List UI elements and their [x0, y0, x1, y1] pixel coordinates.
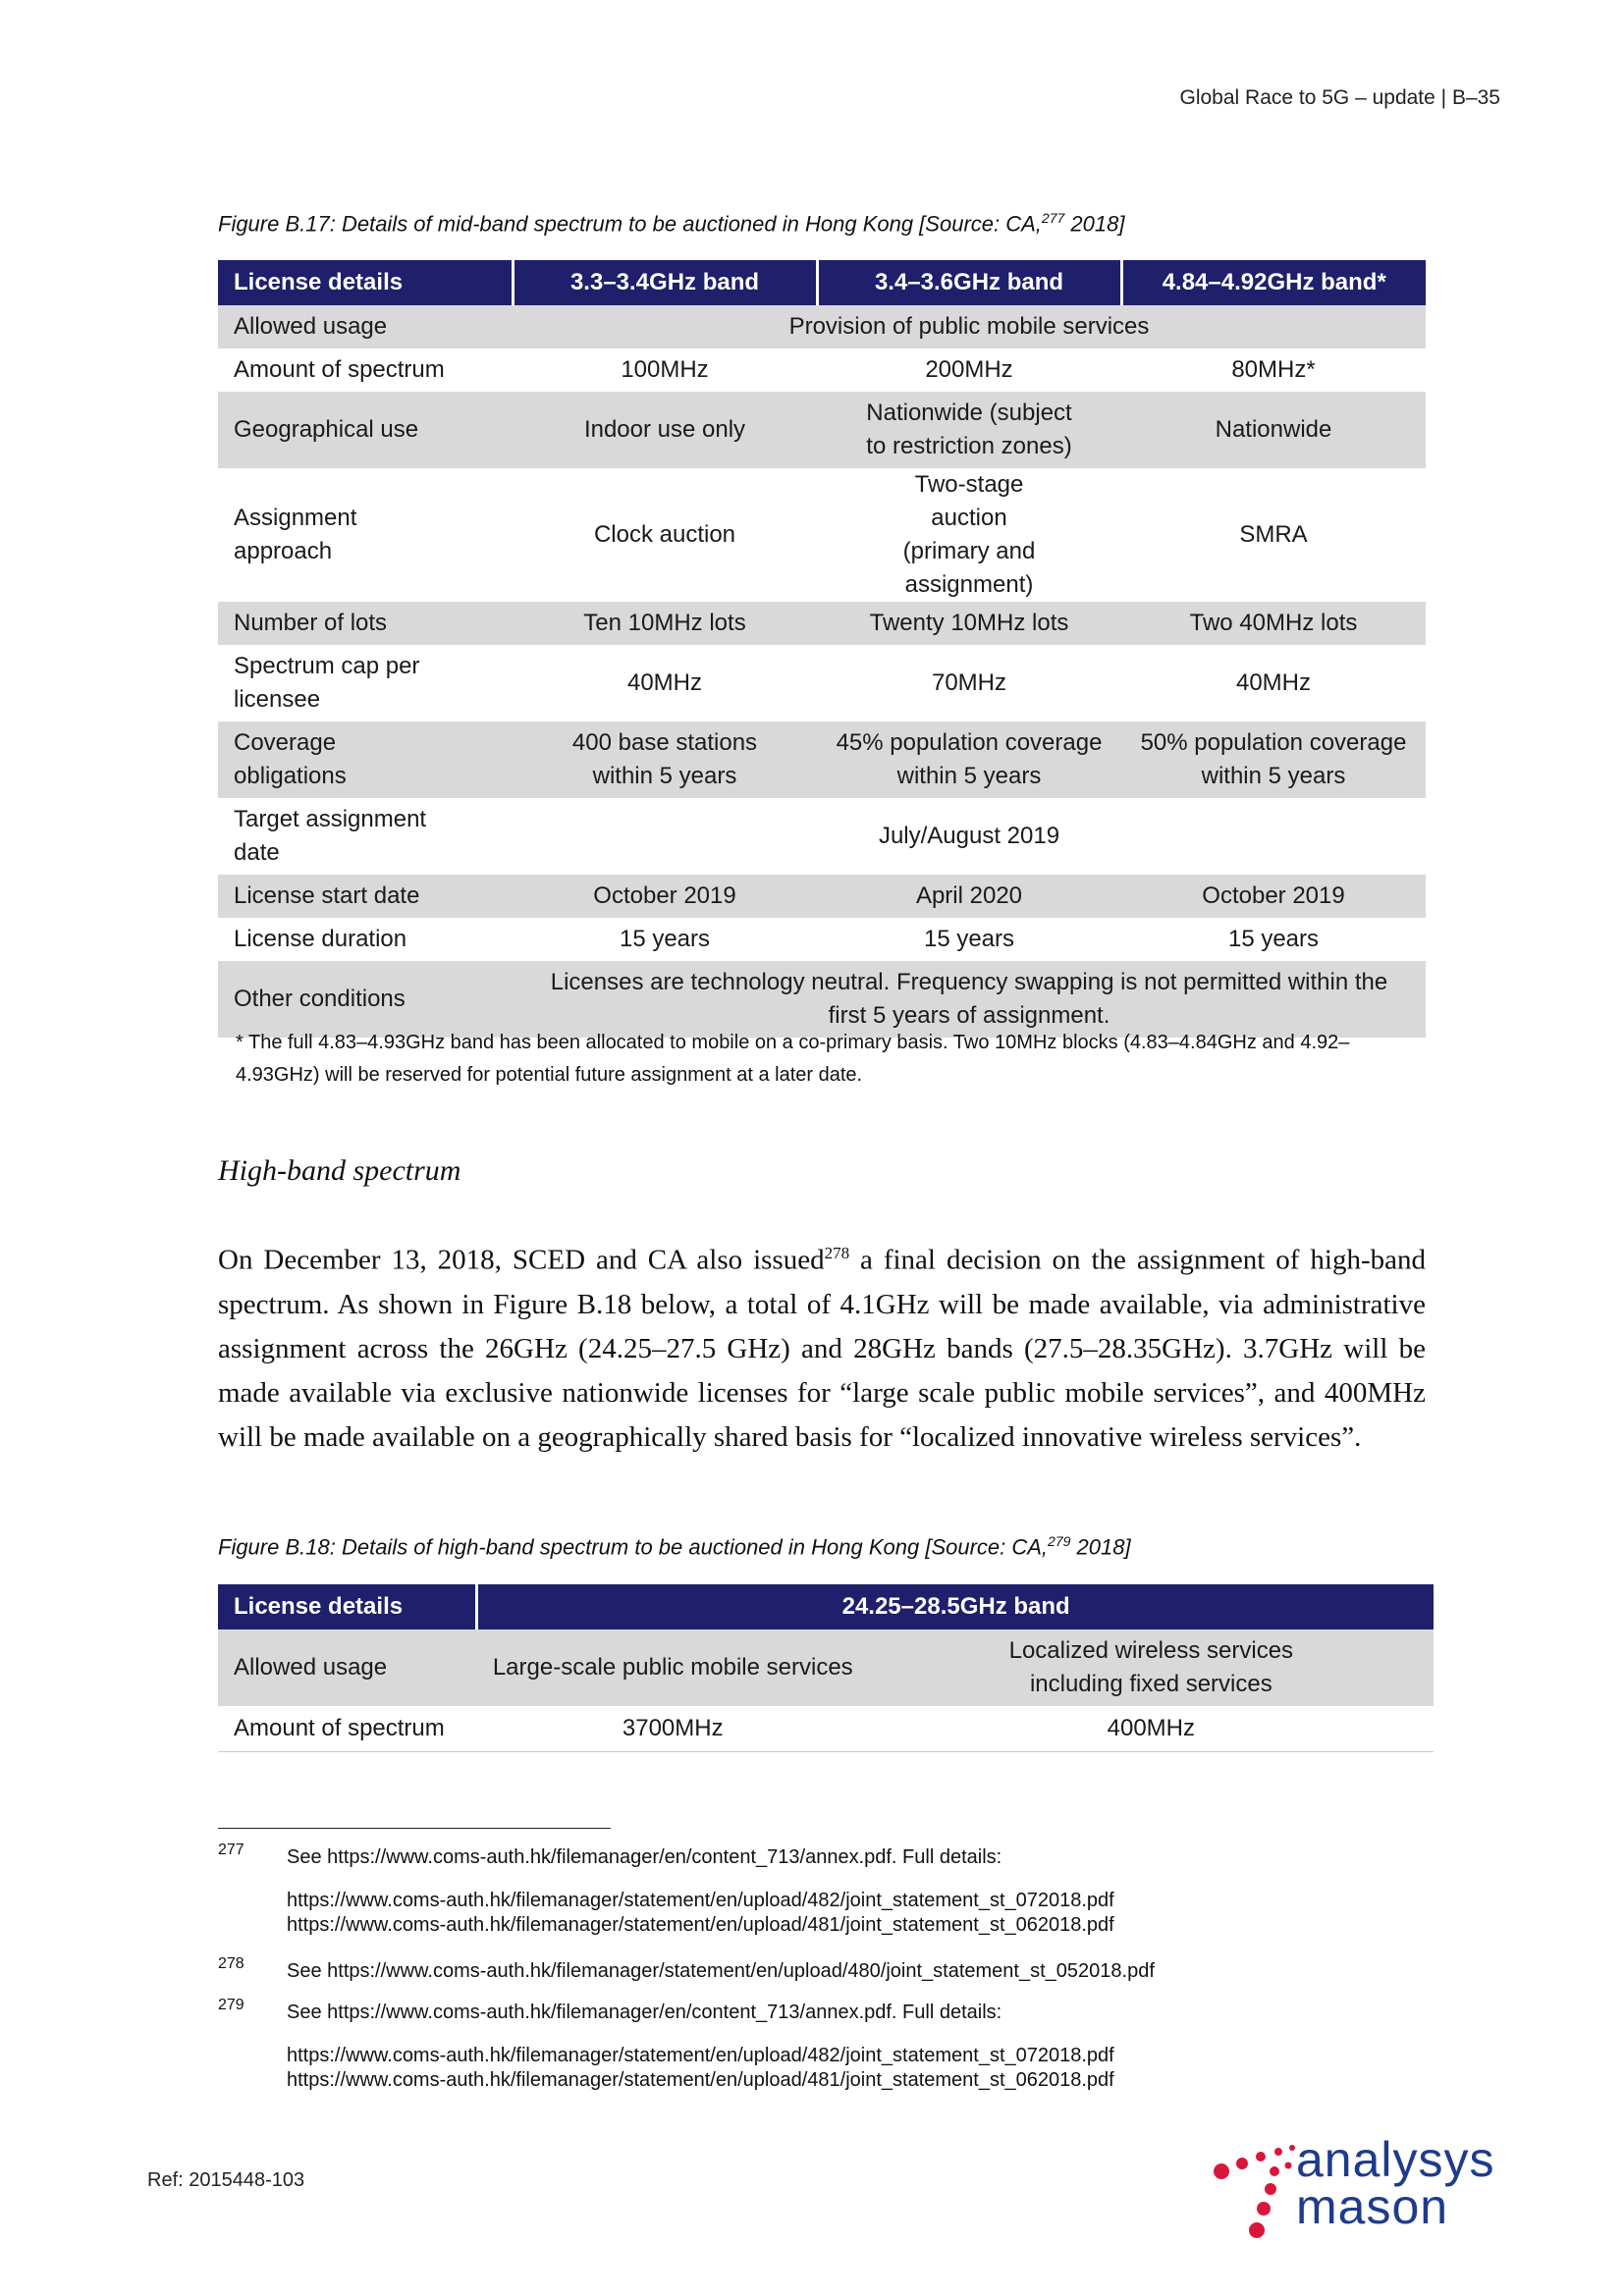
- footnote-text: See https://www.coms-auth.hk/filemanager/en/content_713/annex.pdf. Full details:: [287, 2002, 1002, 2023]
- footnote-link[interactable]: https://www.coms-auth.hk/filemanager/statement/en/upload/481/joint_statement_st_062018.pdf: [287, 2069, 1114, 2091]
- section-heading: High-band spectrum: [218, 1154, 461, 1187]
- table-row: [218, 468, 1426, 602]
- table-cell: 15 years: [1227, 926, 1320, 952]
- table-cell: 50% population coverage within 5 years: [1121, 721, 1426, 798]
- row-label: Number of lots: [218, 602, 513, 645]
- table-row: [218, 645, 1426, 721]
- table-row: [218, 875, 1426, 918]
- analysys-mason-logo: [1210, 2132, 1514, 2244]
- table-cell: October 2019: [1121, 875, 1426, 918]
- row-label: Allowed usage: [218, 305, 513, 348]
- table-cell: 40MHz: [626, 669, 703, 696]
- column-header: License details: [218, 260, 513, 305]
- column-header: 3.3–3.4GHz band: [513, 260, 817, 305]
- row-label: Other conditions: [218, 961, 513, 1038]
- table-cell: Provision of public mobile services: [513, 305, 1426, 348]
- row-label: Assignment approach: [234, 505, 357, 564]
- logo-wordmark: analysys mason: [1296, 2132, 1495, 2234]
- table-row: [218, 918, 1426, 961]
- table-cell: 3700MHz: [622, 1714, 724, 1741]
- footnote-number: 279: [218, 1997, 244, 2013]
- table-cell: 400 base stations within 5 years: [513, 721, 817, 798]
- table-cell: Two-stage auction (primary and assignment): [902, 471, 1036, 598]
- column-header: 3.4–3.6GHz band: [817, 260, 1121, 305]
- table-cell: Licenses are technology neutral. Frequency swapping is not permitted within the first 5 years of assignment.: [513, 961, 1426, 1038]
- table-cell: Clock auction: [593, 521, 736, 548]
- footnote-text[interactable]: See https://www.coms-auth.hk/filemanager/statement/en/upload/480/joint_statement_st_052018.pdf: [287, 1960, 1155, 1982]
- row-label: Coverage obligations: [218, 721, 513, 798]
- row-label: Allowed usage: [218, 1629, 477, 1706]
- figure-b17-caption: Figure B.17: Details of mid-band spectrum to be auctioned in Hong Kong [Source: CA,$^{277}$ 2018]: [218, 210, 1125, 237]
- table-cell: Two 40MHz lots: [1121, 602, 1426, 645]
- table-row: [218, 1706, 1434, 1751]
- row-label: License duration: [234, 926, 407, 952]
- table-header-row: [218, 260, 1426, 305]
- table-cell: Localized wireless services including fixed services: [869, 1629, 1434, 1706]
- table-cell: 15 years: [923, 926, 1015, 952]
- figure-b18-table: [218, 1584, 1434, 1752]
- table-cell: 80MHz*: [1231, 356, 1316, 383]
- footnote-link[interactable]: https://www.coms-auth.hk/filemanager/statement/en/upload/482/joint_statement_st_072018.pdf: [287, 1890, 1114, 1911]
- table-row: [218, 1629, 1434, 1706]
- row-label: License start date: [218, 875, 513, 918]
- logo-dots-icon: [1210, 2136, 1298, 2244]
- footnote-link[interactable]: https://www.coms-auth.hk/filemanager/statement/en/upload/481/joint_statement_st_062018.pdf: [287, 1914, 1114, 1936]
- document-reference: Ref: 2015448-103: [147, 2169, 305, 2191]
- table-row: [218, 348, 1426, 392]
- column-header: 24.25–28.5GHz band: [477, 1584, 1434, 1629]
- table-cell: Nationwide: [1121, 392, 1426, 468]
- row-label: Target assignment date: [234, 806, 427, 866]
- table-cell: 400MHz: [1107, 1714, 1196, 1741]
- table-cell: October 2019: [513, 875, 817, 918]
- table-row: [218, 392, 1426, 468]
- table-row: [218, 602, 1426, 645]
- figure-b18-caption: Figure B.18: Details of high-band spectrum to be auctioned in Hong Kong [Source: CA,$^{279}$ 2018]: [218, 1533, 1131, 1560]
- table-cell: 200MHz: [925, 356, 1013, 383]
- table-cell: 40MHz: [1235, 669, 1312, 696]
- table-cell: 100MHz: [621, 356, 709, 383]
- footnote-text: See https://www.coms-auth.hk/filemanager/en/content_713/annex.pdf. Full details:: [287, 1846, 1002, 1868]
- table-cell: 15 years: [619, 926, 711, 952]
- running-header: Global Race to 5G – update | B–35: [1179, 86, 1500, 109]
- table-cell: Twenty 10MHz lots: [817, 602, 1121, 645]
- table-cell: July/August 2019: [878, 823, 1060, 849]
- table-cell: SMRA: [1239, 521, 1308, 548]
- column-header: License details: [218, 1584, 477, 1629]
- footnote-number: 277: [218, 1842, 244, 1858]
- table-cell: Ten 10MHz lots: [513, 602, 817, 645]
- row-label: Geographical use: [218, 392, 513, 468]
- table-row: [218, 721, 1426, 798]
- table-row: [218, 305, 1426, 348]
- table-cell: 70MHz: [931, 669, 1007, 696]
- table-header-row: [218, 1584, 1434, 1629]
- table-cell: Nationwide (subject to restriction zones): [817, 392, 1121, 468]
- figure-b17-note: * The full 4.83–4.93GHz band has been allocated to mobile on a co-primary basis. Two 10MHz blocks (4.83–4.84GHz and 4.92–4.93GHz) will be reserved for potential future assignment at a later date.: [236, 1032, 1350, 1086]
- table-row: [218, 798, 1426, 875]
- footnote-link[interactable]: https://www.coms-auth.hk/filemanager/statement/en/upload/482/joint_statement_st_072018.pdf: [287, 2045, 1114, 2066]
- table-cell: April 2020: [817, 875, 1121, 918]
- column-header: 4.84–4.92GHz band*: [1121, 260, 1426, 305]
- table-cell: Large-scale public mobile services: [477, 1629, 869, 1706]
- footnote-separator: [218, 1828, 611, 1829]
- table-cell: Indoor use only: [513, 392, 817, 468]
- row-label: Amount of spectrum: [234, 1714, 445, 1741]
- body-paragraph: On December 13, 2018, SCED and CA also issued$^{278}$ a final decision on the assignment of high-band spectrum. As shown in Figure B.18 below, a total of 4.1GHz will be made available, via administrative assignment across the 26GHz (24.25–27.5 GHz) and 28GHz bands (27.5–28.35GHz). 3.7GHz will be made available via exclusive nationwide licenses for “large scale public mobile services”, and 400MHz will be made available on a geographically shared basis for “localized innovative wireless services”.: [218, 1244, 1426, 1453]
- figure-b17-table: [218, 260, 1426, 1038]
- row-label: Amount of spectrum: [234, 356, 445, 383]
- footnote-number: 278: [218, 1955, 244, 1972]
- table-cell: 45% population coverage within 5 years: [817, 721, 1121, 798]
- row-label: Spectrum cap per licensee: [234, 653, 420, 713]
